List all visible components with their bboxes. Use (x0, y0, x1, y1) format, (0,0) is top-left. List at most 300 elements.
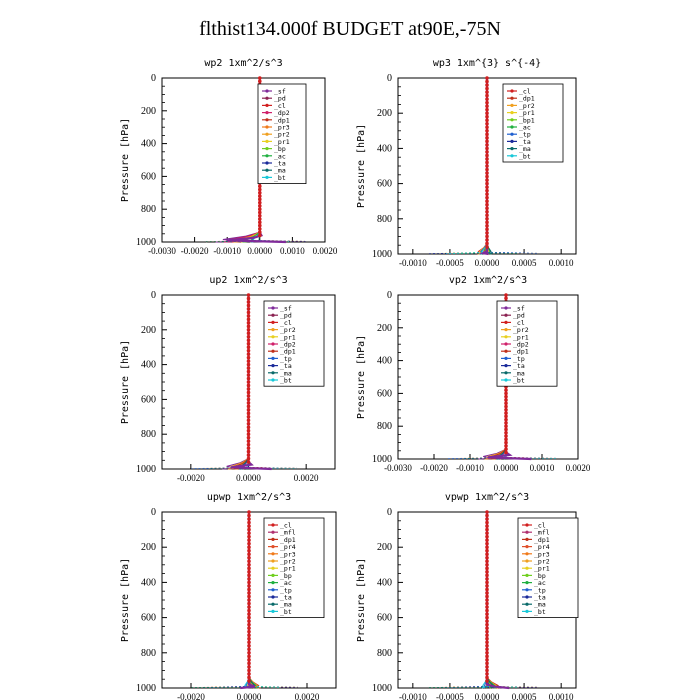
profile-point (485, 185, 489, 189)
x-tick-label: -0.0010 (398, 692, 427, 700)
profile-point (247, 633, 251, 637)
legend-swatch-marker (504, 328, 507, 331)
profile-point (247, 370, 251, 374)
legend-label: _dp1 (534, 535, 550, 544)
x-tick-label: 0.0010 (548, 258, 574, 268)
profile-point (485, 574, 489, 578)
profile-point (485, 94, 489, 98)
x-tick-label: -0.0030 (148, 246, 176, 256)
legend-label: _cl (534, 521, 546, 530)
profile-point (247, 651, 251, 655)
legend-label: _bp1 (519, 116, 535, 125)
legend-swatch-marker (271, 538, 274, 541)
legend-label: _dp2 (274, 109, 290, 118)
y-tick-label: 1000 (136, 683, 156, 694)
profile-point (247, 398, 251, 402)
legend-label: _pd (513, 311, 525, 320)
legend-swatch-marker (271, 350, 274, 353)
profile-point (258, 207, 262, 211)
profile-point (485, 217, 489, 221)
x-tick-label: 0.0020 (294, 692, 320, 700)
profile-point (485, 591, 489, 595)
profile-point (247, 432, 251, 436)
y-tick-label: 0 (151, 507, 156, 518)
profile-point (247, 412, 251, 416)
panel-title: wp2 1xm^2/s^3 (204, 58, 283, 69)
legend-label: _pr1 (280, 333, 296, 342)
x-tick-label: -0.0005 (436, 258, 464, 268)
profile-point (247, 535, 251, 539)
profile-point (258, 184, 262, 188)
legend-label: _pr3 (274, 123, 290, 132)
profile-point (485, 245, 489, 249)
profile-point (247, 373, 251, 377)
profile-point (504, 408, 508, 412)
profile-point (485, 595, 489, 599)
legend-swatch-marker (271, 545, 274, 548)
profile-point (247, 363, 251, 367)
profile-point (485, 651, 489, 655)
profile-point (247, 662, 251, 666)
legend-label: _ma (519, 145, 531, 154)
legend-swatch-marker (525, 531, 528, 534)
profile-point (485, 154, 489, 158)
profile-point (485, 97, 489, 101)
profile-point (247, 545, 251, 549)
profile-point (485, 122, 489, 126)
profile-point (504, 434, 508, 438)
legend-label: _ma (534, 600, 546, 609)
profile-point (247, 665, 251, 669)
y-tick-label: 200 (141, 542, 156, 554)
legend-swatch-marker (271, 531, 274, 534)
legend-swatch-marker (265, 147, 268, 150)
profile-point (485, 538, 489, 542)
legend-swatch-marker (525, 559, 528, 562)
profile-point (247, 531, 251, 535)
legend-label: _cl (280, 521, 292, 530)
legend-swatch-marker (504, 364, 507, 367)
legend-swatch-marker (510, 118, 513, 121)
profile-point (504, 447, 508, 451)
profile-point (247, 655, 251, 659)
legend-label: _mfl (280, 528, 296, 537)
y-tick-label: 600 (377, 178, 392, 190)
y-tick-label: 1000 (372, 454, 392, 465)
y-tick-label: 600 (141, 394, 156, 406)
x-tick-label: -0.0005 (436, 692, 464, 700)
x-tick-label: 0.0020 (565, 463, 591, 473)
legend-label: _bt (280, 607, 292, 616)
profile-point (485, 87, 489, 91)
profile-point (485, 581, 489, 585)
profile-point (485, 175, 489, 179)
legend-swatch-marker (271, 364, 274, 367)
y-tick-label: 400 (377, 143, 392, 155)
profile-point (485, 616, 489, 620)
legend-label: _pr1 (534, 564, 550, 573)
profile-point (247, 552, 251, 556)
profile-point (247, 321, 251, 325)
profile-point (247, 356, 251, 360)
y-axis-label: Pressure [hPa] (120, 339, 131, 425)
profile-point (485, 549, 489, 553)
profile-point (485, 665, 489, 669)
profile-point (504, 421, 508, 425)
legend-swatch-marker (271, 328, 274, 331)
profile-point (247, 359, 251, 363)
profile-point (247, 595, 251, 599)
profile-point (504, 428, 508, 432)
profile-point (485, 199, 489, 203)
legend-swatch-marker (265, 154, 268, 157)
legend-swatch-marker (271, 552, 274, 555)
profile-point (247, 570, 251, 574)
profile-point (485, 242, 489, 246)
y-tick-label: 800 (377, 421, 392, 433)
legend-label: _cl (274, 101, 286, 110)
profile-point (485, 111, 489, 115)
profile-point (247, 647, 251, 651)
profile-point (247, 297, 251, 301)
y-tick-label: 0 (151, 290, 156, 301)
legend-label: _ma (274, 166, 286, 175)
profile-point (485, 556, 489, 560)
legend-swatch-marker (504, 306, 507, 309)
legend-swatch-marker (271, 559, 274, 562)
profile-point (247, 619, 251, 623)
profile-point (485, 535, 489, 539)
legend-label: _pr1 (280, 564, 296, 573)
profile-point (485, 90, 489, 94)
profile-point (504, 438, 508, 442)
legend-label: _pr2 (274, 130, 290, 139)
profile-point (504, 405, 508, 409)
profile-point (247, 559, 251, 563)
y-tick-label: 600 (377, 612, 392, 624)
y-tick-label: 800 (141, 204, 156, 216)
profile-point (247, 577, 251, 581)
profile-point (485, 221, 489, 225)
legend-swatch-marker (265, 140, 268, 143)
legend-swatch-marker (271, 321, 274, 324)
legend-swatch-marker (525, 581, 528, 584)
profile-point (504, 431, 508, 435)
profile-point (258, 198, 262, 202)
legend-label: _bt (280, 376, 292, 385)
legend-swatch-marker (271, 342, 274, 345)
profile-point (485, 598, 489, 602)
profile-point (485, 189, 489, 193)
y-tick-label: 1000 (136, 464, 156, 475)
profile-point (504, 395, 508, 399)
profile-point (258, 230, 262, 234)
y-tick-label: 400 (141, 138, 156, 150)
profile-point (247, 567, 251, 571)
legend-swatch-marker (510, 125, 513, 128)
profile-point (485, 129, 489, 133)
y-axis-label: Pressure [hPa] (356, 557, 367, 643)
profile-point (504, 388, 508, 392)
profile-point (247, 630, 251, 634)
legend-label: _tp (280, 586, 292, 595)
legend-swatch-marker (265, 161, 268, 164)
legend-label: _sf (280, 304, 292, 313)
legend-swatch-marker (525, 603, 528, 606)
legend-label: _pr2 (513, 326, 529, 335)
profile-point (247, 345, 251, 349)
profile-point (247, 401, 251, 405)
y-tick-label: 1000 (372, 683, 392, 694)
legend-label: _tp (534, 586, 546, 595)
x-tick-label: 0.0000 (474, 692, 500, 700)
profile-point (485, 196, 489, 200)
legend-label: _bt (274, 173, 286, 182)
profile-point (485, 563, 489, 567)
profile-point (247, 524, 251, 528)
legend-swatch-marker (525, 588, 528, 591)
profile-point (485, 80, 489, 84)
profile-point (485, 108, 489, 112)
legend-label: _pr2 (280, 557, 296, 566)
legend-swatch-marker (504, 371, 507, 374)
profile-point (247, 325, 251, 329)
legend-label: _bt (513, 376, 525, 385)
legend-label: _dp1 (513, 347, 529, 356)
legend-swatch-marker (504, 350, 507, 353)
profile-point (485, 150, 489, 154)
profile-point (247, 429, 251, 433)
profile-point (485, 619, 489, 623)
profile-point (485, 658, 489, 662)
legend-swatch-marker (271, 306, 274, 309)
legend-swatch-marker (525, 574, 528, 577)
profile-point (247, 581, 251, 585)
legend-label: _dp1 (280, 347, 296, 356)
profile-point (247, 391, 251, 395)
profile-point (247, 377, 251, 381)
y-tick-label: 0 (151, 73, 156, 84)
y-tick-label: 600 (141, 171, 156, 183)
profile-point (485, 647, 489, 651)
profile-point (258, 214, 262, 218)
x-tick-label: -0.0030 (384, 463, 412, 473)
profile-point (485, 136, 489, 140)
profile-point (247, 679, 251, 683)
profile-point (485, 224, 489, 228)
profile-point (247, 542, 251, 546)
legend-swatch-marker (504, 335, 507, 338)
legend-label: _dp2 (513, 340, 529, 349)
profile-point (247, 626, 251, 630)
y-tick-label: 200 (377, 108, 392, 120)
legend-label: _pr1 (274, 137, 290, 146)
profile-point (485, 669, 489, 673)
profile-point (258, 79, 262, 83)
legend-swatch-marker (271, 610, 274, 613)
x-tick-label: -0.0010 (456, 463, 484, 473)
legend-swatch-marker (510, 154, 513, 157)
profile-point (504, 398, 508, 402)
profile-point (485, 584, 489, 588)
profile-point (504, 392, 508, 396)
profile-point (258, 191, 262, 195)
panel-title: vp2 1xm^2/s^3 (448, 275, 528, 286)
x-tick-label: 0.0000 (474, 258, 500, 268)
profile-point (247, 584, 251, 588)
legend-label: _pr4 (534, 543, 550, 552)
profile-point (485, 528, 489, 532)
x-tick-label: -0.0020 (180, 246, 209, 256)
profile-point (247, 338, 251, 342)
profile-point (485, 602, 489, 606)
legend-label: _ma (513, 369, 525, 378)
legend-swatch-marker (525, 552, 528, 555)
x-tick-label: 0.0000 (247, 246, 273, 256)
legend-swatch-marker (525, 595, 528, 598)
y-tick-label: 1000 (372, 249, 392, 260)
profile-point (258, 227, 262, 231)
profile-point (247, 380, 251, 384)
legend-swatch-marker (510, 140, 513, 143)
legend-label: _bp (534, 571, 546, 580)
legend-label: _ta (280, 593, 292, 602)
profile-point (485, 157, 489, 161)
legend-swatch-marker (271, 588, 274, 591)
legend-swatch-marker (510, 111, 513, 114)
profile-point (247, 311, 251, 315)
profile-point (485, 542, 489, 546)
legend-label: _sf (513, 304, 525, 313)
profile-point (485, 182, 489, 186)
profile-point (485, 238, 489, 242)
legend-swatch-marker (504, 314, 507, 317)
profile-point (485, 192, 489, 196)
legend-label: _dp1 (280, 535, 296, 544)
legend-label: _bt (534, 607, 546, 616)
profile-point (485, 213, 489, 217)
legend-label: _mfl (534, 528, 550, 537)
profile-point (485, 524, 489, 528)
profile-point (258, 211, 262, 215)
profile-point (247, 588, 251, 592)
profile-point (485, 83, 489, 87)
legend-label: _tp (280, 354, 292, 363)
legend-label: _pr3 (280, 550, 296, 559)
legend-label: _pr4 (280, 543, 296, 552)
profile-point (247, 436, 251, 440)
profile-point (485, 567, 489, 571)
profile-point (247, 446, 251, 450)
profile-point (247, 574, 251, 578)
profile-point (485, 559, 489, 563)
profile-point (247, 405, 251, 409)
x-tick-label: 0.0020 (312, 246, 338, 256)
legend-label: _ta (513, 362, 525, 371)
x-tick-label: -0.0020 (420, 463, 448, 473)
legend-label: _tp (513, 354, 525, 363)
legend-swatch-marker (271, 567, 274, 570)
profile-point (485, 143, 489, 147)
profile-point (485, 125, 489, 129)
legend-label: _pr1 (513, 333, 529, 342)
profile-point (247, 331, 251, 335)
profile-point (485, 605, 489, 609)
legend-swatch-marker (510, 147, 513, 150)
profile-point (485, 133, 489, 137)
legend-swatch-marker (525, 538, 528, 541)
y-axis-label: Pressure [hPa] (120, 557, 131, 643)
x-tick-label: -0.0020 (177, 692, 205, 700)
legend-swatch-marker (271, 603, 274, 606)
legend-label: _ac (534, 579, 546, 588)
y-tick-label: 400 (377, 577, 392, 589)
y-axis-label: Pressure [hPa] (120, 117, 131, 203)
profile-point (485, 104, 489, 108)
profile-point (258, 194, 262, 198)
figure-title: flthist134.000f BUDGET at90E,-75N (199, 18, 501, 40)
profile-point (247, 602, 251, 606)
legend-label: _ac (274, 152, 286, 161)
profile-point (258, 204, 262, 208)
profile-point (485, 178, 489, 182)
profile-point (247, 640, 251, 644)
profile-point (247, 422, 251, 426)
profile-point (485, 623, 489, 627)
profile-point (485, 662, 489, 666)
profile-point (485, 161, 489, 165)
profile-point (504, 444, 508, 448)
profile-point (485, 612, 489, 616)
profile-point (485, 203, 489, 207)
y-tick-label: 0 (387, 73, 392, 84)
legend-swatch-marker (265, 125, 268, 128)
legend-swatch-marker (271, 523, 274, 526)
legend-swatch-marker (265, 97, 268, 100)
legend-swatch-marker (265, 111, 268, 114)
profile-point (485, 545, 489, 549)
legend-label: _pr2 (280, 326, 296, 335)
profile-point (247, 672, 251, 676)
profile-point (485, 521, 489, 525)
profile-point (247, 605, 251, 609)
profile-point (247, 415, 251, 419)
profile-point (247, 394, 251, 398)
legend-swatch-marker (504, 342, 507, 345)
x-tick-label: 0.0010 (548, 692, 574, 700)
profile-point (247, 538, 251, 542)
profile-point (247, 644, 251, 648)
legend-swatch-marker (271, 357, 274, 360)
profile-point (247, 450, 251, 454)
profile-point (247, 609, 251, 613)
profile-point (485, 168, 489, 172)
profile-point (247, 425, 251, 429)
profile-point (258, 224, 262, 228)
x-tick-label: 0.0020 (293, 473, 319, 483)
profile-point (247, 510, 251, 514)
legend-label: _ma (280, 369, 292, 378)
profile-point (247, 418, 251, 422)
profile-point (247, 384, 251, 388)
profile-point (504, 411, 508, 415)
legend-swatch-marker (265, 169, 268, 172)
profile-point (258, 201, 262, 205)
y-tick-label: 800 (377, 213, 392, 225)
x-tick-label: -0.0010 (213, 246, 242, 256)
profile-point (247, 307, 251, 311)
legend-label: _ma (280, 600, 292, 609)
